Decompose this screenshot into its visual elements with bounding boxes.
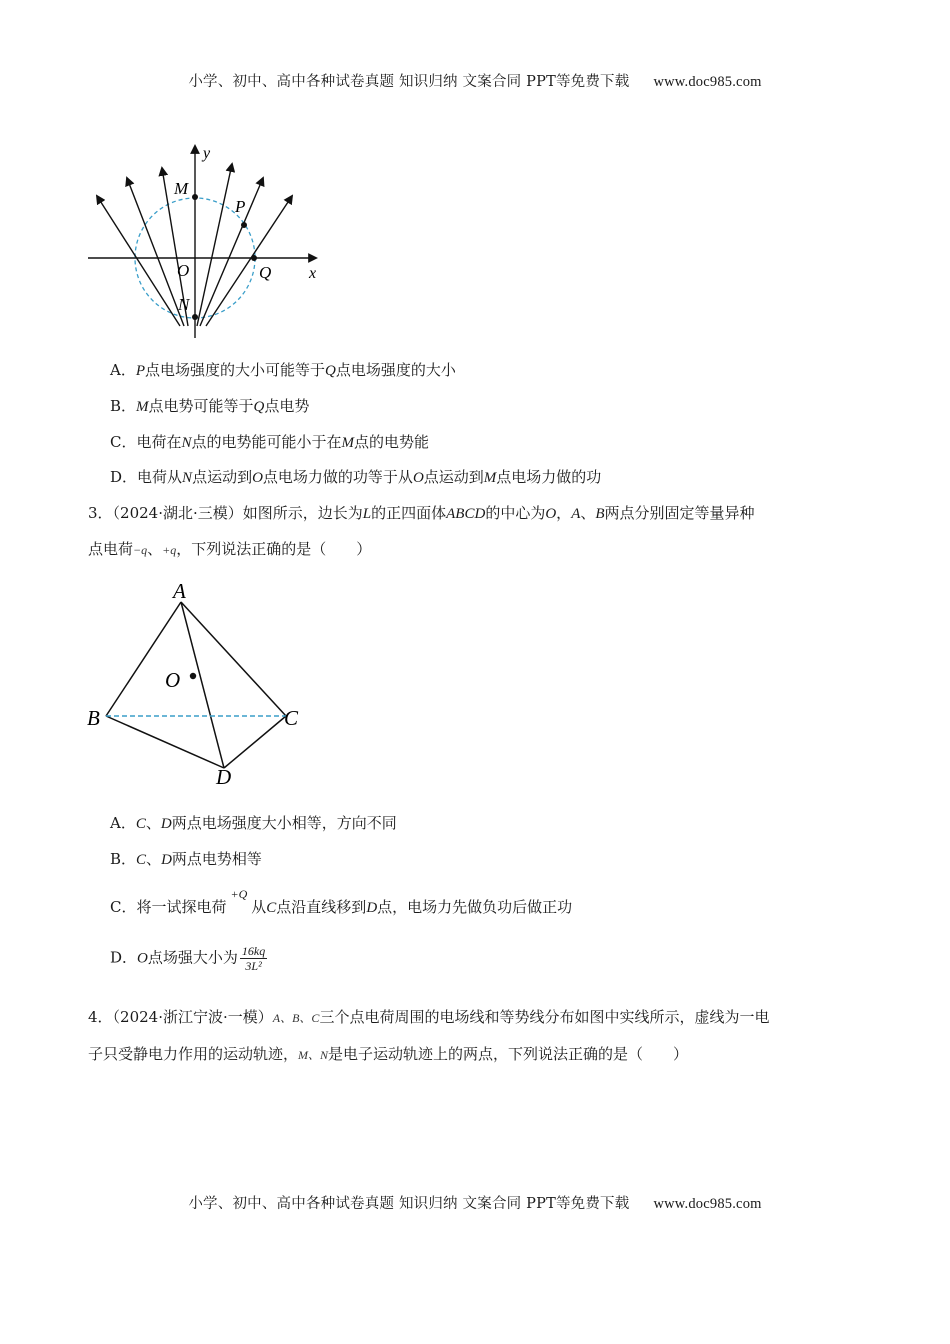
label-x: x [309,265,317,282]
point-N [192,314,198,320]
q2-option-b[interactable]: B．M点电势可能等于Q点电势 [110,397,310,415]
fraction: $\frac{16kq}{\text{3L²}}$ [241,944,266,973]
page-footer [0,1192,950,1213]
edge-BD [106,716,224,768]
footer-text: 小学、初中、高中各种试卷真题 知识归纳 文案合同 PPT等免费下载 [188,1196,630,1212]
q2-option-d[interactable]: D．电荷从N点运动到O点电场力做的功等于从O点运动到M点电场力做的功 [110,468,602,486]
label-Q: Q [259,263,272,282]
q4-stem-line1: 4．（2024·浙江宁波·一模）A、B、C三个点电荷周围的电场线和等势线分布如图中实线所示，虚线为一电 [88,1008,770,1026]
label-y: y [203,145,211,162]
point-Q [251,255,257,261]
point-O-center [190,673,196,679]
label-A: A [173,579,186,603]
footer-site: www.doc985.com [653,1196,762,1212]
label-C: C [284,706,299,730]
label-D: D [216,765,232,789]
q3-option-c[interactable]: C．将一试探电荷$^{+Q}$从C点沿直线移到D点，电场力先做负功后做正功 [110,887,573,916]
label-M: M [174,179,189,198]
field-line-6 [206,196,292,326]
figure-tetrahedron [80,578,320,793]
edge-AD [181,602,224,768]
field-line-1 [97,196,180,326]
edge-AC [181,602,286,716]
label-B: B [87,706,100,730]
edge-AB [106,602,181,716]
field-line-4 [197,164,232,326]
q3-stem-line1: 3．（2024·湖北·三模）如图所示，边长为L的正四面体ABCD的中心为O，A、B两点分别固定等量异种 [88,504,755,522]
q3-option-d[interactable]: D．O点场强大小为 $\frac{16kq}{\text{3L²}}$ [110,944,266,973]
label-N: N [178,295,190,314]
label-O: O [177,261,190,280]
label-O: O [165,668,181,692]
figure-field-lines [80,140,340,340]
q4-stem-line2: 子只受静电力作用的运动轨迹，M、N是电子运动轨迹上的两点，下列说法正确的是（ ） [88,1045,689,1063]
q3-option-b[interactable]: B．C、D两点电势相等 [110,850,262,868]
label-P: P [235,197,246,216]
q2-option-a[interactable]: A．P点电场强度的大小可能等于Q点电场强度的大小 [110,361,456,379]
q3-stem-line2: 点电荷−q、+q，下列说法正确的是（ ） [88,540,372,558]
header-text: 小学、初中、高中各种试卷真题 知识归纳 文案合同 PPT等免费下载 [188,74,630,90]
q2-option-c[interactable]: C．电荷在N点的电势能可能小于在M点的电势能 [110,433,430,451]
page-header [0,70,950,91]
edge-CD [224,716,286,768]
q3-option-a[interactable]: A．C、D两点电场强度大小相等，方向不同 [110,814,397,832]
point-P [241,222,247,228]
header-site: www.doc985.com [653,74,762,90]
point-M [192,194,198,200]
